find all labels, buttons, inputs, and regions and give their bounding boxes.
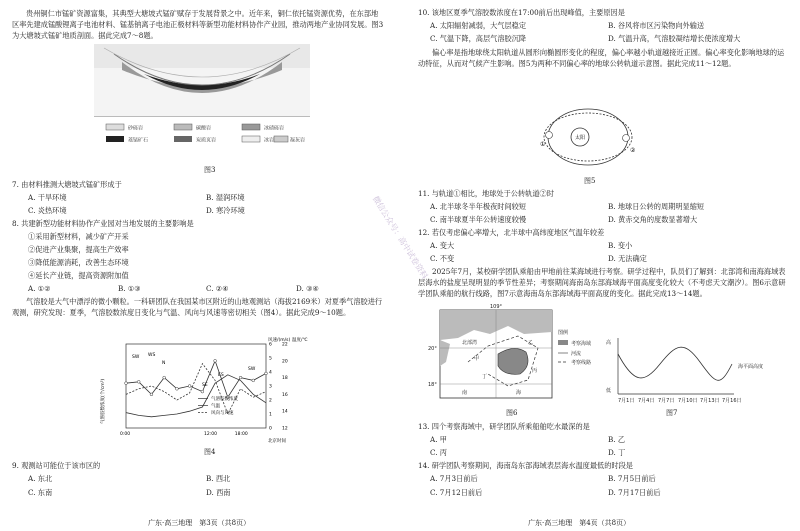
intro-text-q13-14: 2025年7月，某校研学团队乘船由甲地前往某海域进行考察。研学过程中，队员们了解到：北部湾和南海海域表层海水的盐度呈现明显的季节性差异；考察期间海南岛东部海域海平面高度变化较大（不考虑天文潮汐）。图6示意研学团队乘船的航行线路，图7示意海南岛东部海域海平面高度的变化。据此完成13～14题。 <box>418 267 786 298</box>
data-point <box>201 390 204 393</box>
q10-option-a: A. 太阳辐射减弱，大气层稳定 <box>430 21 527 30</box>
y3-tick-label: 3 <box>269 384 272 390</box>
figure-3-geologic-section <box>94 44 310 152</box>
data-point <box>176 387 179 390</box>
q14-option-d: D. 7月17日前后 <box>608 488 661 497</box>
y2-axis-label: 温度/℃ <box>292 338 308 343</box>
wind-direction-label: ES <box>218 373 224 378</box>
q9-option-b: B. 西北 <box>206 474 231 483</box>
svg-text:考察线路: 考察线路 <box>571 360 592 366</box>
earth-icon <box>546 132 553 139</box>
svg-text:7月16日: 7月16日 <box>722 398 742 404</box>
q9-option-a: A. 东北 <box>28 474 53 483</box>
q10-option-d: D. 气温升高，气溶胶凝结增长使浓度增大 <box>608 34 741 43</box>
svg-text:7月7日: 7月7日 <box>658 398 675 404</box>
figure-4-chart <box>98 336 308 444</box>
data-point <box>188 385 191 388</box>
svg-text:海: 海 <box>516 390 522 396</box>
wind-direction-label: N <box>162 361 166 366</box>
legend-label: 气溶胶数浓度 <box>211 397 238 402</box>
data-point <box>150 393 153 396</box>
series-line <box>126 375 266 417</box>
q12-option-b: B. 变小 <box>608 241 633 250</box>
svg-text:109°: 109° <box>490 304 503 310</box>
legend-item: 菱锰矿石 <box>128 137 149 144</box>
x-tick-label: 18:00 <box>234 432 248 437</box>
data-point <box>137 380 140 383</box>
y2-tick-label: 16 <box>282 392 288 398</box>
q8-item-1: ①采用新型材料，减少矿产开采 <box>28 232 129 241</box>
data-point <box>239 376 242 379</box>
q9-stem: 9. 观测站可能位于该市区的 <box>12 461 101 470</box>
q14-option-a: A. 7月3日前后 <box>430 474 478 483</box>
legend-item: 砂砾岩 <box>128 125 144 132</box>
x-axis-label: 北京时间 <box>268 439 286 444</box>
svg-text:高: 高 <box>606 340 612 346</box>
q11-stem: 11. 与轨道①相比，地球处于公转轨道②时 <box>418 189 554 198</box>
figure-7-sea-level <box>604 334 784 406</box>
data-point <box>265 372 268 375</box>
q12-stem: 12. 若仅考虑偏心率增大，北半球中高纬度地区气温年较差 <box>418 228 605 237</box>
intro-text-q7-8: 贵州铜仁市锰矿资源富集，其典型大塘坡式锰矿赋存于发展背景之中。近年来，铜仁依托锰资源优势，在东部地区率先建成锰酸锂离子电池材料、锰基钠离子电池正极材料等新型功能材料协作产业园，推动两地产业协同发展。图3为大塘坡式锰矿地质剖面。据此完成7～8题。 <box>12 9 384 40</box>
data-point <box>214 359 217 362</box>
intro-text-q11-12: 偏心率是指地球绕太阳轨道从圆形向椭圆形变化的程度，偏心率越小轨道越接近正圆。偏心率变化影响地球的运动特征，从而对气候产生影响。图5为两种不同偏心率的地球公转轨道示意图。据此完成11～12题。 <box>418 48 785 68</box>
svg-text:7月4日: 7月4日 <box>638 398 655 404</box>
svg-text:海平面高度: 海平面高度 <box>738 364 764 370</box>
q12-option-a: A. 变大 <box>430 241 455 250</box>
watermark-stamp: 微信公众号：高中试卷资料 <box>370 194 430 281</box>
svg-text:7月1日: 7月1日 <box>618 398 635 404</box>
q11-option-a: A. 北半球冬半年极夜时间较短 <box>430 202 527 211</box>
legend-item: 冰碛砾岩 <box>264 125 285 132</box>
q9-option-c: C. 东南 <box>28 488 53 497</box>
intro-text-q9-10: 气溶胶是大气中漂浮的微小颗粒。一科研团队在我国某市区附近的山地观测站（海拔2169米）对夏季气溶胶进行观测，研究发现：夏季，气溶胶数浓度日变化与气温、风向与风速等密切相关（图4）。据此完成9～10题。 <box>12 297 383 317</box>
q13-option-a: A. 甲 <box>430 435 447 444</box>
svg-text:乙: 乙 <box>528 340 534 346</box>
q11-option-b: B. 地球日公转的周期明显缩短 <box>608 202 705 211</box>
svg-text:7月10日: 7月10日 <box>678 398 698 404</box>
y-axis-label: 气溶胶数浓度(个/cm³) <box>101 378 106 424</box>
wind-direction-label: WS <box>148 353 156 358</box>
y3-axis-label: 风速/(m/s) <box>268 338 291 343</box>
q10-stem: 10. 该地区夏季气溶胶数浓度在17:00前后出现峰值，主要原因是 <box>418 8 625 17</box>
figure-5-orbits <box>538 102 638 172</box>
y3-tick-label: 4 <box>269 370 272 376</box>
legend-item: 炭质页岩 <box>196 137 217 144</box>
legend-item: 碳酸岩 <box>196 125 212 132</box>
data-point <box>125 382 128 385</box>
svg-text:北部湾: 北部湾 <box>462 340 478 346</box>
figure-6-map <box>428 304 598 404</box>
earth-icon <box>623 135 630 142</box>
q7-option-d: D. 寒冷环境 <box>206 206 245 215</box>
legend-label: 气温 <box>211 404 220 409</box>
y2-tick-label: 20 <box>282 359 288 365</box>
q10-option-b: B. 谷风将市区污染物向外输送 <box>608 21 705 30</box>
q13-option-b: B. 乙 <box>608 435 626 444</box>
y2-tick-label: 22 <box>282 342 288 348</box>
y2-tick-label: 18 <box>282 376 288 382</box>
q10-option-c: C. 气温下降，高层气溶胶沉降 <box>430 34 527 43</box>
page-footer-right: 广东·高三地理 第4页（共8页） <box>528 519 631 527</box>
figure-4-caption: 图4 <box>204 448 216 456</box>
q13-stem: 13. 四个考察海域中，研学团队所乘船舶吃水最深的是 <box>418 422 590 431</box>
q14-stem: 14. 研学团队考察期间，海南岛东部海域表层海水温度最低的时段是 <box>418 461 633 470</box>
q14-option-c: C. 7月12日前后 <box>430 488 483 497</box>
q8-option-b: B. ①③ <box>118 284 141 293</box>
page-footer-left: 广东·高三地理 第3页（共8页） <box>148 519 251 527</box>
svg-text:丁: 丁 <box>482 374 488 380</box>
svg-text:图例: 图例 <box>558 330 569 336</box>
wind-direction-label: SW <box>248 367 256 372</box>
y2-tick-label: 14 <box>282 409 288 415</box>
q12-option-d: D. 无法确定 <box>608 254 647 263</box>
wind-direction-label: SE <box>202 383 208 388</box>
x-tick-label: 12:00 <box>204 432 217 437</box>
svg-text:7月13日: 7月13日 <box>700 398 720 404</box>
q8-option-d: D. ③④ <box>296 284 319 293</box>
q7-option-a: A. 干旱环境 <box>28 193 67 202</box>
svg-text:河流: 河流 <box>571 351 582 357</box>
y3-tick-label: 1 <box>269 412 272 418</box>
q8-stem: 8. 共建新型功能材料协作产业园对当地发展的主要影响是 <box>12 219 194 228</box>
q8-item-4: ④延长产业链，提高资源附加值 <box>28 271 129 280</box>
data-point <box>163 376 166 379</box>
svg-text:南: 南 <box>462 390 468 396</box>
data-point <box>252 379 255 382</box>
x-tick-label: 0:00 <box>120 432 131 437</box>
y3-tick-label: 5 <box>269 356 272 362</box>
q11-option-c: C. 南半球夏半年公转速度较慢 <box>430 215 527 224</box>
svg-text:②: ② <box>630 147 636 154</box>
q7-option-c: C. 炎热环境 <box>28 206 67 215</box>
q14-option-b: B. 7月5日前后 <box>608 474 656 483</box>
q13-option-d: D. 丁 <box>608 448 626 457</box>
plot-frame <box>126 344 266 428</box>
q8-item-2: ②促进产业集聚，提高生产效率 <box>28 245 129 254</box>
legend-item: 冰岩 <box>264 137 275 144</box>
svg-text:20°: 20° <box>428 346 437 352</box>
y3-tick-label: 6 <box>269 342 272 348</box>
svg-text:丙: 丙 <box>532 368 538 374</box>
q9-option-d: D. 西南 <box>206 488 231 497</box>
q12-option-c: C. 不变 <box>430 254 455 263</box>
y3-tick-label: 2 <box>269 398 272 404</box>
q13-option-c: C. 丙 <box>430 448 447 457</box>
legend-item: 凝灰岩 <box>290 137 306 144</box>
y3-tick-label: 0 <box>269 426 272 432</box>
svg-text:太阳: 太阳 <box>574 135 586 141</box>
figure-6-caption: 图6 <box>506 409 518 417</box>
q8-option-c: C. ②④ <box>206 284 229 293</box>
svg-text:考察海域: 考察海域 <box>571 341 592 347</box>
q7-option-b: B. 湿润环境 <box>206 193 245 202</box>
wind-direction-label: SW <box>132 355 140 360</box>
figure-3-caption: 图3 <box>204 166 216 174</box>
svg-text:18°: 18° <box>428 382 437 388</box>
q11-option-d: D. 黄赤交角的度数显著增大 <box>608 215 698 224</box>
svg-text:甲: 甲 <box>474 356 480 362</box>
figure-7-caption: 图7 <box>666 409 678 417</box>
svg-text:①: ① <box>540 141 546 148</box>
q8-item-3: ③降低能源消耗，改善生态环境 <box>28 258 129 267</box>
q8-option-a: A. ①② <box>28 284 51 293</box>
figure-5-caption: 图5 <box>584 177 596 185</box>
q7-stem: 7. 由材料推测大塘坡式锰矿形成于 <box>12 180 122 189</box>
legend-label: 风向与风速 <box>211 411 234 416</box>
svg-text:低: 低 <box>606 388 612 394</box>
y2-tick-label: 12 <box>282 426 288 432</box>
